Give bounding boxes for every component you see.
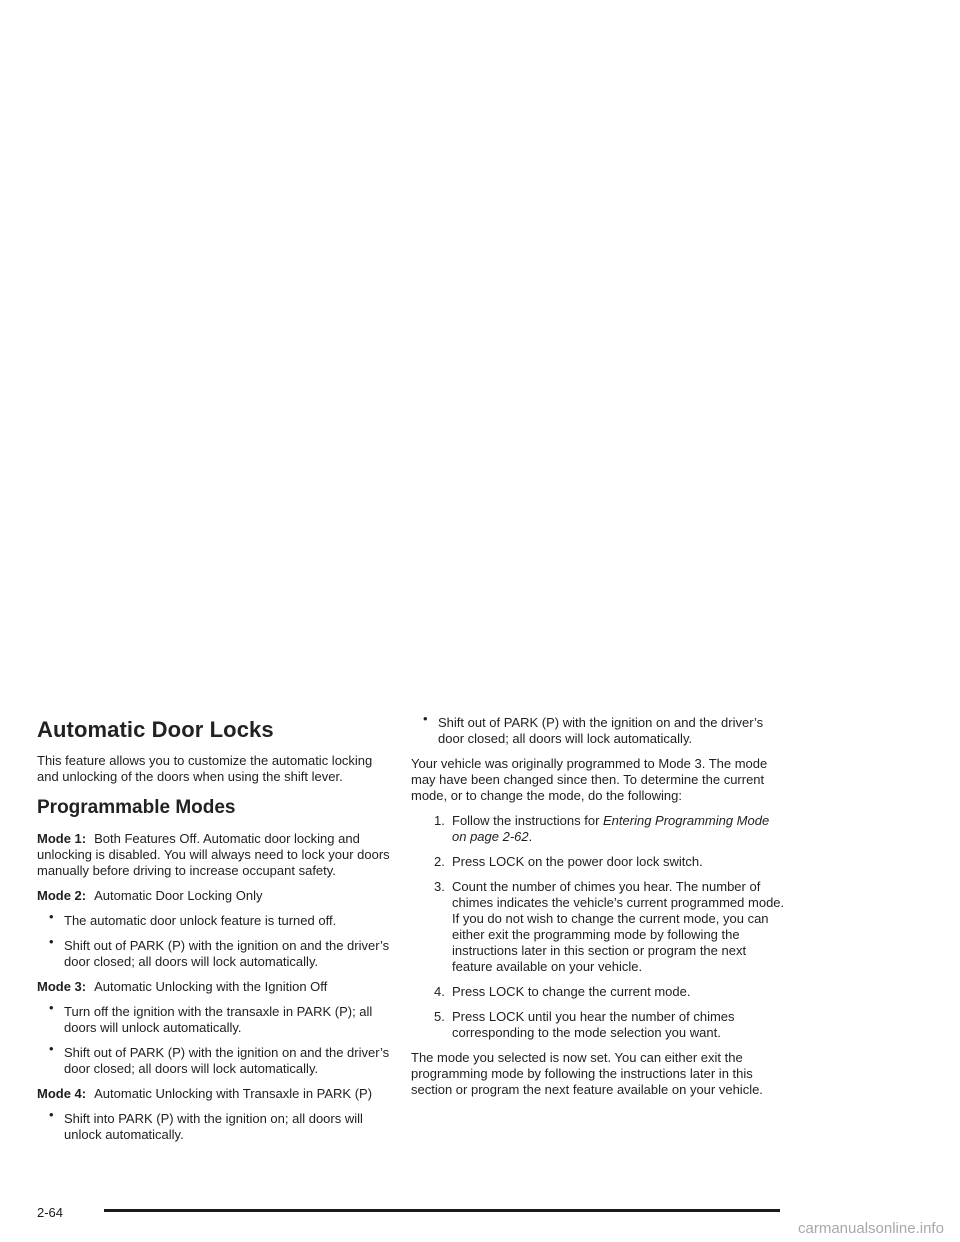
cross-reference-link[interactable]: Entering Programming Mode on page 2-62	[452, 813, 770, 844]
mode-2-label: Mode 2:	[37, 888, 87, 903]
step-item: 2. Press LOCK on the power door lock switch.	[434, 854, 703, 869]
section-title: Automatic Door Locks	[37, 717, 274, 742]
step-item: 4. Press LOCK to change the current mode.	[434, 984, 691, 999]
step-item: 1. Follow the instructions for Entering Programming Mode on page 2-62.	[434, 813, 770, 844]
mode-set-paragraph: The mode you selected is now set. You can either exit the programming mode by following the instructions later in this section or program the next feature available on your vehicle.	[411, 1050, 763, 1097]
list-item: • Shift into PARK (P) with the ignition on; all doors will unlock automatically.	[49, 1107, 363, 1142]
list-item: • Shift out of PARK (P) with the ignition on and the driver’s door closed; all doors will lock automatically.	[423, 711, 764, 746]
mode-3-paragraph	[37, 979, 397, 995]
watermark: carmanualsonline.info	[798, 1220, 944, 1237]
mode-3-label: Mode 3:	[37, 979, 87, 994]
list-item: • Turn off the ignition with the transaxle in PARK (P); all doors will unlock automatically.	[49, 1000, 373, 1035]
left-column	[37, 715, 397, 1152]
bullet-icon: •	[423, 711, 428, 726]
list-item: • Shift out of PARK (P) with the ignition on and the driver’s door closed; all doors will lock automatically.	[49, 1041, 390, 1076]
list-item: • Shift out of PARK (P) with the ignition on and the driver’s door closed; all doors will lock automatically.	[49, 934, 390, 969]
step-item: 3. Count the number of chimes you hear. The number of chimes indicates the vehicle’s current programmed mode. If you do not wish to change the current mode, you can either exit the programming mode by following the instructions later in this section or program the next feature available on your vehicle.	[434, 879, 785, 974]
mode-3-text: Automatic Unlocking with the Ignition Off	[94, 979, 328, 994]
footer-divider	[104, 1209, 780, 1212]
step-item: 5. Press LOCK until you hear the number of chimes corresponding to the mode selection you want.	[434, 1009, 735, 1040]
mode-3-bullets	[37, 1000, 397, 1077]
bullet-icon: •	[49, 1041, 54, 1056]
list-item: • The automatic door unlock feature is turned off.	[49, 909, 337, 928]
current-mode-paragraph: Your vehicle was originally programmed to Mode 3. The mode may have been changed since then. To determine the current mode, or to change the mode, do the following:	[411, 756, 768, 803]
mode-4-paragraph	[37, 1086, 397, 1102]
mode-4-bullets	[37, 1107, 397, 1143]
bullet-icon: •	[49, 934, 54, 949]
mode-1-text: Both Features Off. Automatic door locking and unlocking is disabled. You will always need to lock your doors manually before driving to increase occupant safety.	[37, 831, 390, 878]
steps-list	[411, 813, 786, 1041]
intro-paragraph: This feature allows you to customize the automatic locking and unlocking of the doors when using the shift lever.	[37, 753, 373, 784]
bullet-icon: •	[49, 1107, 54, 1122]
right-column	[411, 711, 786, 1107]
mode-4-bullets-continued	[411, 711, 786, 747]
mode-2-bullets	[37, 909, 397, 970]
mode-1-label: Mode 1:	[37, 831, 87, 846]
mode-4-text: Automatic Unlocking with Transaxle in PARK (P)	[94, 1086, 373, 1101]
mode-4-label: Mode 4:	[37, 1086, 87, 1101]
mode-2-paragraph	[37, 888, 397, 904]
page-number: 2-64	[37, 1205, 64, 1220]
subsection-title: Programmable Modes	[37, 797, 236, 818]
mode-1-paragraph	[37, 831, 397, 879]
bullet-icon: •	[49, 909, 54, 924]
bullet-icon: •	[49, 1000, 54, 1015]
mode-2-text: Automatic Door Locking Only	[94, 888, 263, 903]
